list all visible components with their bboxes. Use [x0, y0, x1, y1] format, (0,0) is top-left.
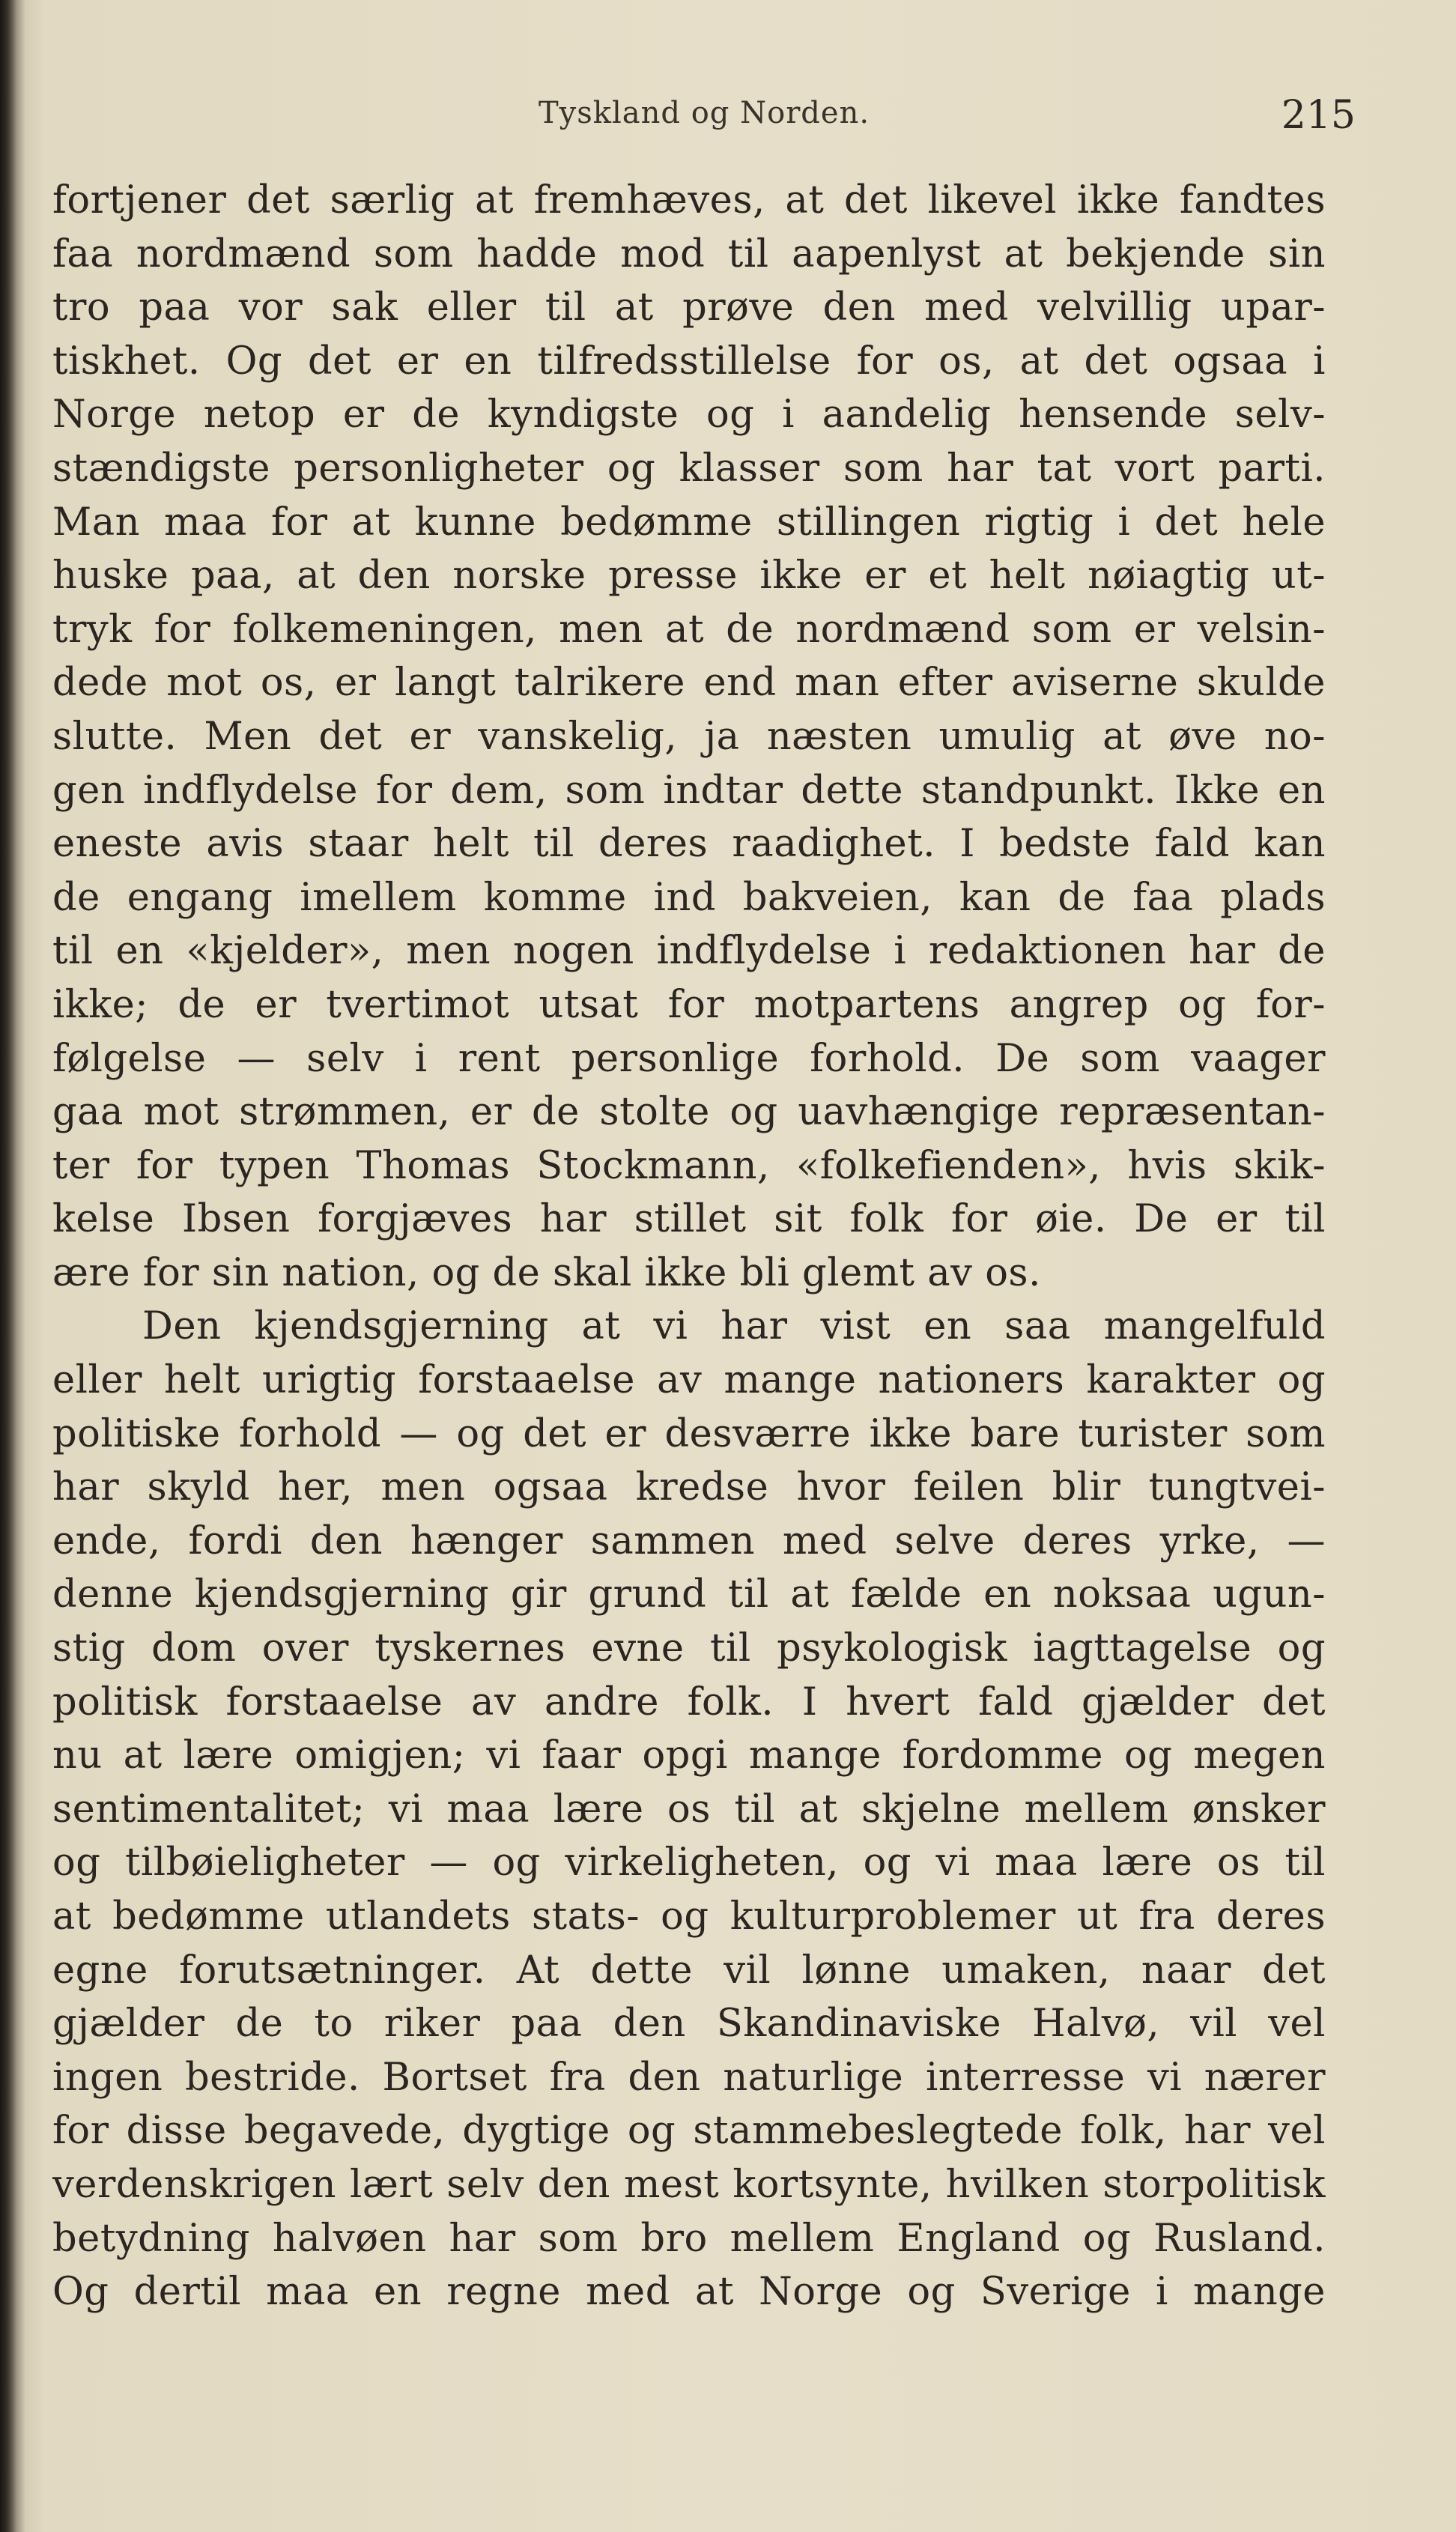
text-line: politisk forstaaelse av andre folk. I hvert fald gjælder det [52, 1680, 1326, 1724]
text-line: de engang imellem komme ind bakveien, kan de faa plads [52, 875, 1326, 920]
text-line: eneste avis staar helt til deres raadighet. I bedste fald kan [52, 822, 1326, 867]
text-line: ter for typen Thomas Stockmann, «folkefienden», hvis skik- [52, 1143, 1326, 1188]
text-line: følgelse — selv i rent personlige forhold. De som vaager [52, 1036, 1326, 1081]
text-line: sentimentalitet; vi maa lære os til at skjelne mellem ønsker [52, 1787, 1326, 1832]
text-line: betydning halvøen har som bro mellem England og Rusland. [52, 2216, 1326, 2261]
text-line: dede mot os, er langt talrikere end man efter aviserne skulde [52, 661, 1326, 706]
page-number: 215 [1281, 93, 1356, 138]
text-line: gjælder de to riker paa den Skandinaviske Halvø, vil vel [52, 2002, 1326, 2047]
text-line: at bedømme utlandets stats- og kulturproblemer ut fra deres [52, 1895, 1326, 1939]
text-line: har skyld her, men ogsaa kredse hvor feilen blir tungtvei- [52, 1465, 1326, 1510]
binding-gutter-shadow [0, 0, 25, 2532]
text-line: Og dertil maa en regne med at Norge og Sverige i mange [52, 2270, 1326, 2315]
text-line: politiske forhold — og det er desværre ikke bare turister som [52, 1411, 1326, 1456]
body-text [52, 174, 1326, 2421]
text-line: Man maa for at kunne bedømme stillingen rigtig i det hele [52, 500, 1326, 545]
text-line: ende, fordi den hænger sammen med selve deres yrke, — [52, 1518, 1326, 1563]
text-line: for disse begavede, dygtige og stammebeslegtede folk, har vel [52, 2109, 1326, 2154]
text-line: egne forutsætninger. At dette vil lønne umaken, naar det [52, 1948, 1326, 1993]
text-line: stig dom over tyskernes evne til psykologisk iagttagelse og [52, 1626, 1326, 1671]
text-line: Norge netop er de kyndigste og i aandelig hensende selv- [52, 393, 1326, 437]
running-title: Tyskland og Norden. [538, 96, 870, 130]
text-line: kelse Ibsen forgjæves har stillet sit folk for øie. De er til [52, 1197, 1326, 1242]
text-line: gen indflydelse for dem, som indtar dette standpunkt. Ikke en [52, 768, 1326, 813]
text-line: denne kjendsgjerning gir grund til at fælde en noksaa ugun- [52, 1572, 1326, 1617]
text-line: ingen bestride. Bortset fra den naturlige interresse vi nærer [52, 2055, 1326, 2100]
text-line: og tilbøieligheter — og virkeligheten, og vi maa lære os til [52, 1841, 1326, 1886]
paragraph-start-line: Den kjendsgjerning at vi har vist en saa mangelfuld [142, 1304, 1326, 1349]
text-line: tro paa vor sak eller til at prøve den med velvillig upar- [52, 285, 1326, 330]
text-line: faa nordmænd som hadde mod til aapenlyst at bekjende sin [52, 231, 1326, 276]
text-line: eller helt urigtig forstaaelse av mange nationers karakter og [52, 1358, 1326, 1403]
paragraph-end-line: ære for sin nation, og de skal ikke bli glemt av os. [52, 1250, 1041, 1295]
text-line: ikke; de er tvertimot utsat for motpartens angrep og for- [52, 982, 1326, 1027]
text-line: verdenskrigen lært selv den mest kortsynte, hvilken storpolitisk [52, 2162, 1326, 2207]
text-line: slutte. Men det er vanskelig, ja næsten umulig at øve no- [52, 714, 1326, 759]
text-line: fortjener det særlig at fremhæves, at det likevel ikke fandtes [52, 178, 1326, 222]
text-line: huske paa, at den norske presse ikke er et helt nøiagtig ut- [52, 554, 1326, 599]
text-line: gaa mot strømmen, er de stolte og uavhængige repræsentan- [52, 1090, 1326, 1135]
text-line: tryk for folkemeningen, men at de nordmænd som er velsin- [52, 607, 1326, 652]
text-line: nu at lære omigjen; vi faar opgi mange fordomme og megen [52, 1733, 1326, 1778]
text-line: tiskhet. Og det er en tilfredsstillelse for os, at det ogsaa i [52, 339, 1326, 384]
page-header [52, 88, 1356, 148]
text-line: stændigste personligheter og klasser som har tat vort parti. [52, 446, 1326, 491]
text-line: til en «kjelder», men nogen indflydelse i redaktionen har de [52, 929, 1326, 974]
